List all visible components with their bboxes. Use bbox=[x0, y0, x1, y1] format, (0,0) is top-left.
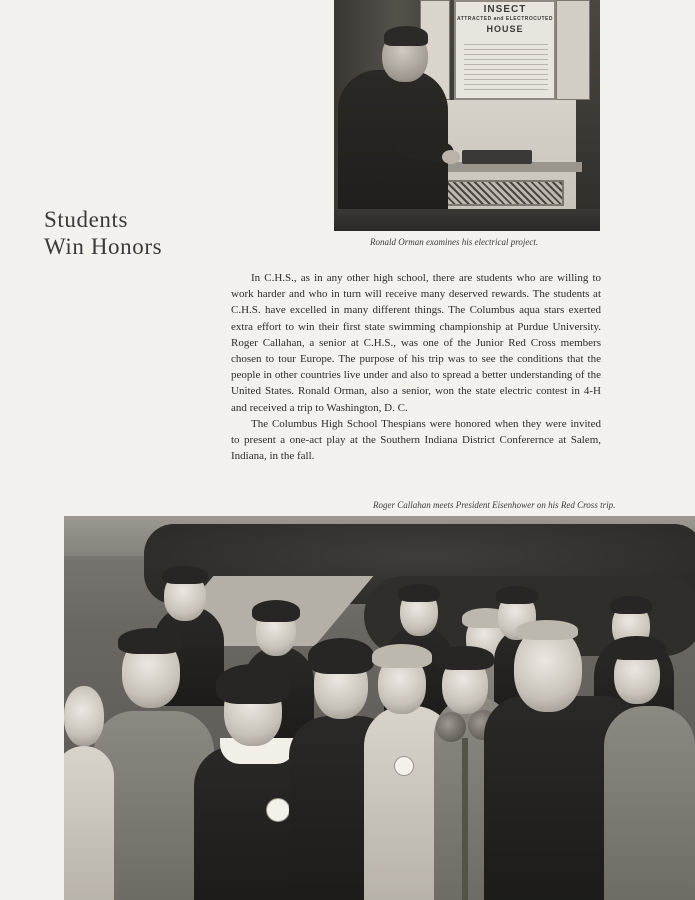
article-body bbox=[231, 270, 601, 464]
caption-top-photo: Ronald Orman examines his electrical project. bbox=[370, 237, 539, 247]
poster-title-line3: HOUSE bbox=[486, 24, 524, 34]
person-back-2-hair bbox=[252, 600, 300, 622]
person-front-girl-4-hair bbox=[436, 646, 494, 670]
poster-text-lines bbox=[464, 44, 548, 92]
page-title-line2: Win Honors bbox=[44, 234, 163, 259]
person-back-1-hair bbox=[162, 566, 208, 584]
article-paragraph-2: The Columbus High School Thespians were honored when they were invited to present a one-act play at the Southern Indiana District Conferernce at Salem, Indiana, in the fall. bbox=[231, 417, 601, 463]
person-president-hair bbox=[516, 620, 578, 640]
person-front-girl-5 bbox=[604, 706, 695, 900]
photo-grille bbox=[444, 180, 564, 206]
photo-floor bbox=[334, 209, 600, 231]
person-back-6-hair bbox=[610, 596, 652, 614]
photo-side-panel-right bbox=[556, 0, 590, 100]
poster-title bbox=[456, 4, 554, 34]
person-front-girl-3-hair bbox=[372, 644, 432, 668]
poster-title-line2: ATTRACTED and ELECTROCUTED bbox=[457, 16, 553, 22]
person-front-boy-hair bbox=[118, 628, 182, 654]
photo-eisenhower-meeting bbox=[64, 516, 695, 900]
person-front-girl-2-hair bbox=[308, 638, 374, 674]
person-back-5-hair bbox=[496, 586, 538, 604]
person-edge-left-face bbox=[64, 686, 104, 746]
person-front-girl-1-badge bbox=[266, 798, 290, 822]
photo-poster bbox=[454, 0, 556, 100]
photo-ronald-orman bbox=[334, 0, 600, 231]
person-front-girl-5-hair bbox=[608, 636, 666, 660]
poster-title-line1: INSECT bbox=[483, 4, 527, 15]
article-paragraph-1: In C.H.S., as in any other high school, there are students who are willing to work harder and who in turn will receive many deserved rewards. The students at C.H.S. have excelled in many different things. The Columbus aqua stars exerted extra effort to win their first state swimming championship at Purdue University. Roger Callahan, a senior at C.H.S., was one of the Junior Red Cross members chosen to tour Europe. The purpose of his trip was to see the conditions that the people in other countries live under and also to spread a better understanding of the United States. Ronald Orman, also a senior, won the state electric contest in 4-H and received a trip to Washington, D. C. bbox=[231, 272, 601, 414]
photo-device bbox=[462, 150, 532, 164]
person-edge-left bbox=[64, 746, 114, 900]
person-front-girl-1-hair bbox=[216, 664, 290, 704]
photo-man-hand bbox=[442, 150, 460, 164]
microphone-stand bbox=[462, 738, 468, 900]
photo-man-hair bbox=[384, 26, 428, 46]
person-front-girl-3-badge bbox=[394, 756, 414, 776]
person-back-3-hair bbox=[398, 584, 440, 602]
page-title bbox=[44, 206, 162, 260]
page-title-line1: Students bbox=[44, 207, 129, 232]
caption-bottom-photo: Roger Callahan meets President Eisenhower on his Red Cross trip. bbox=[373, 500, 616, 510]
